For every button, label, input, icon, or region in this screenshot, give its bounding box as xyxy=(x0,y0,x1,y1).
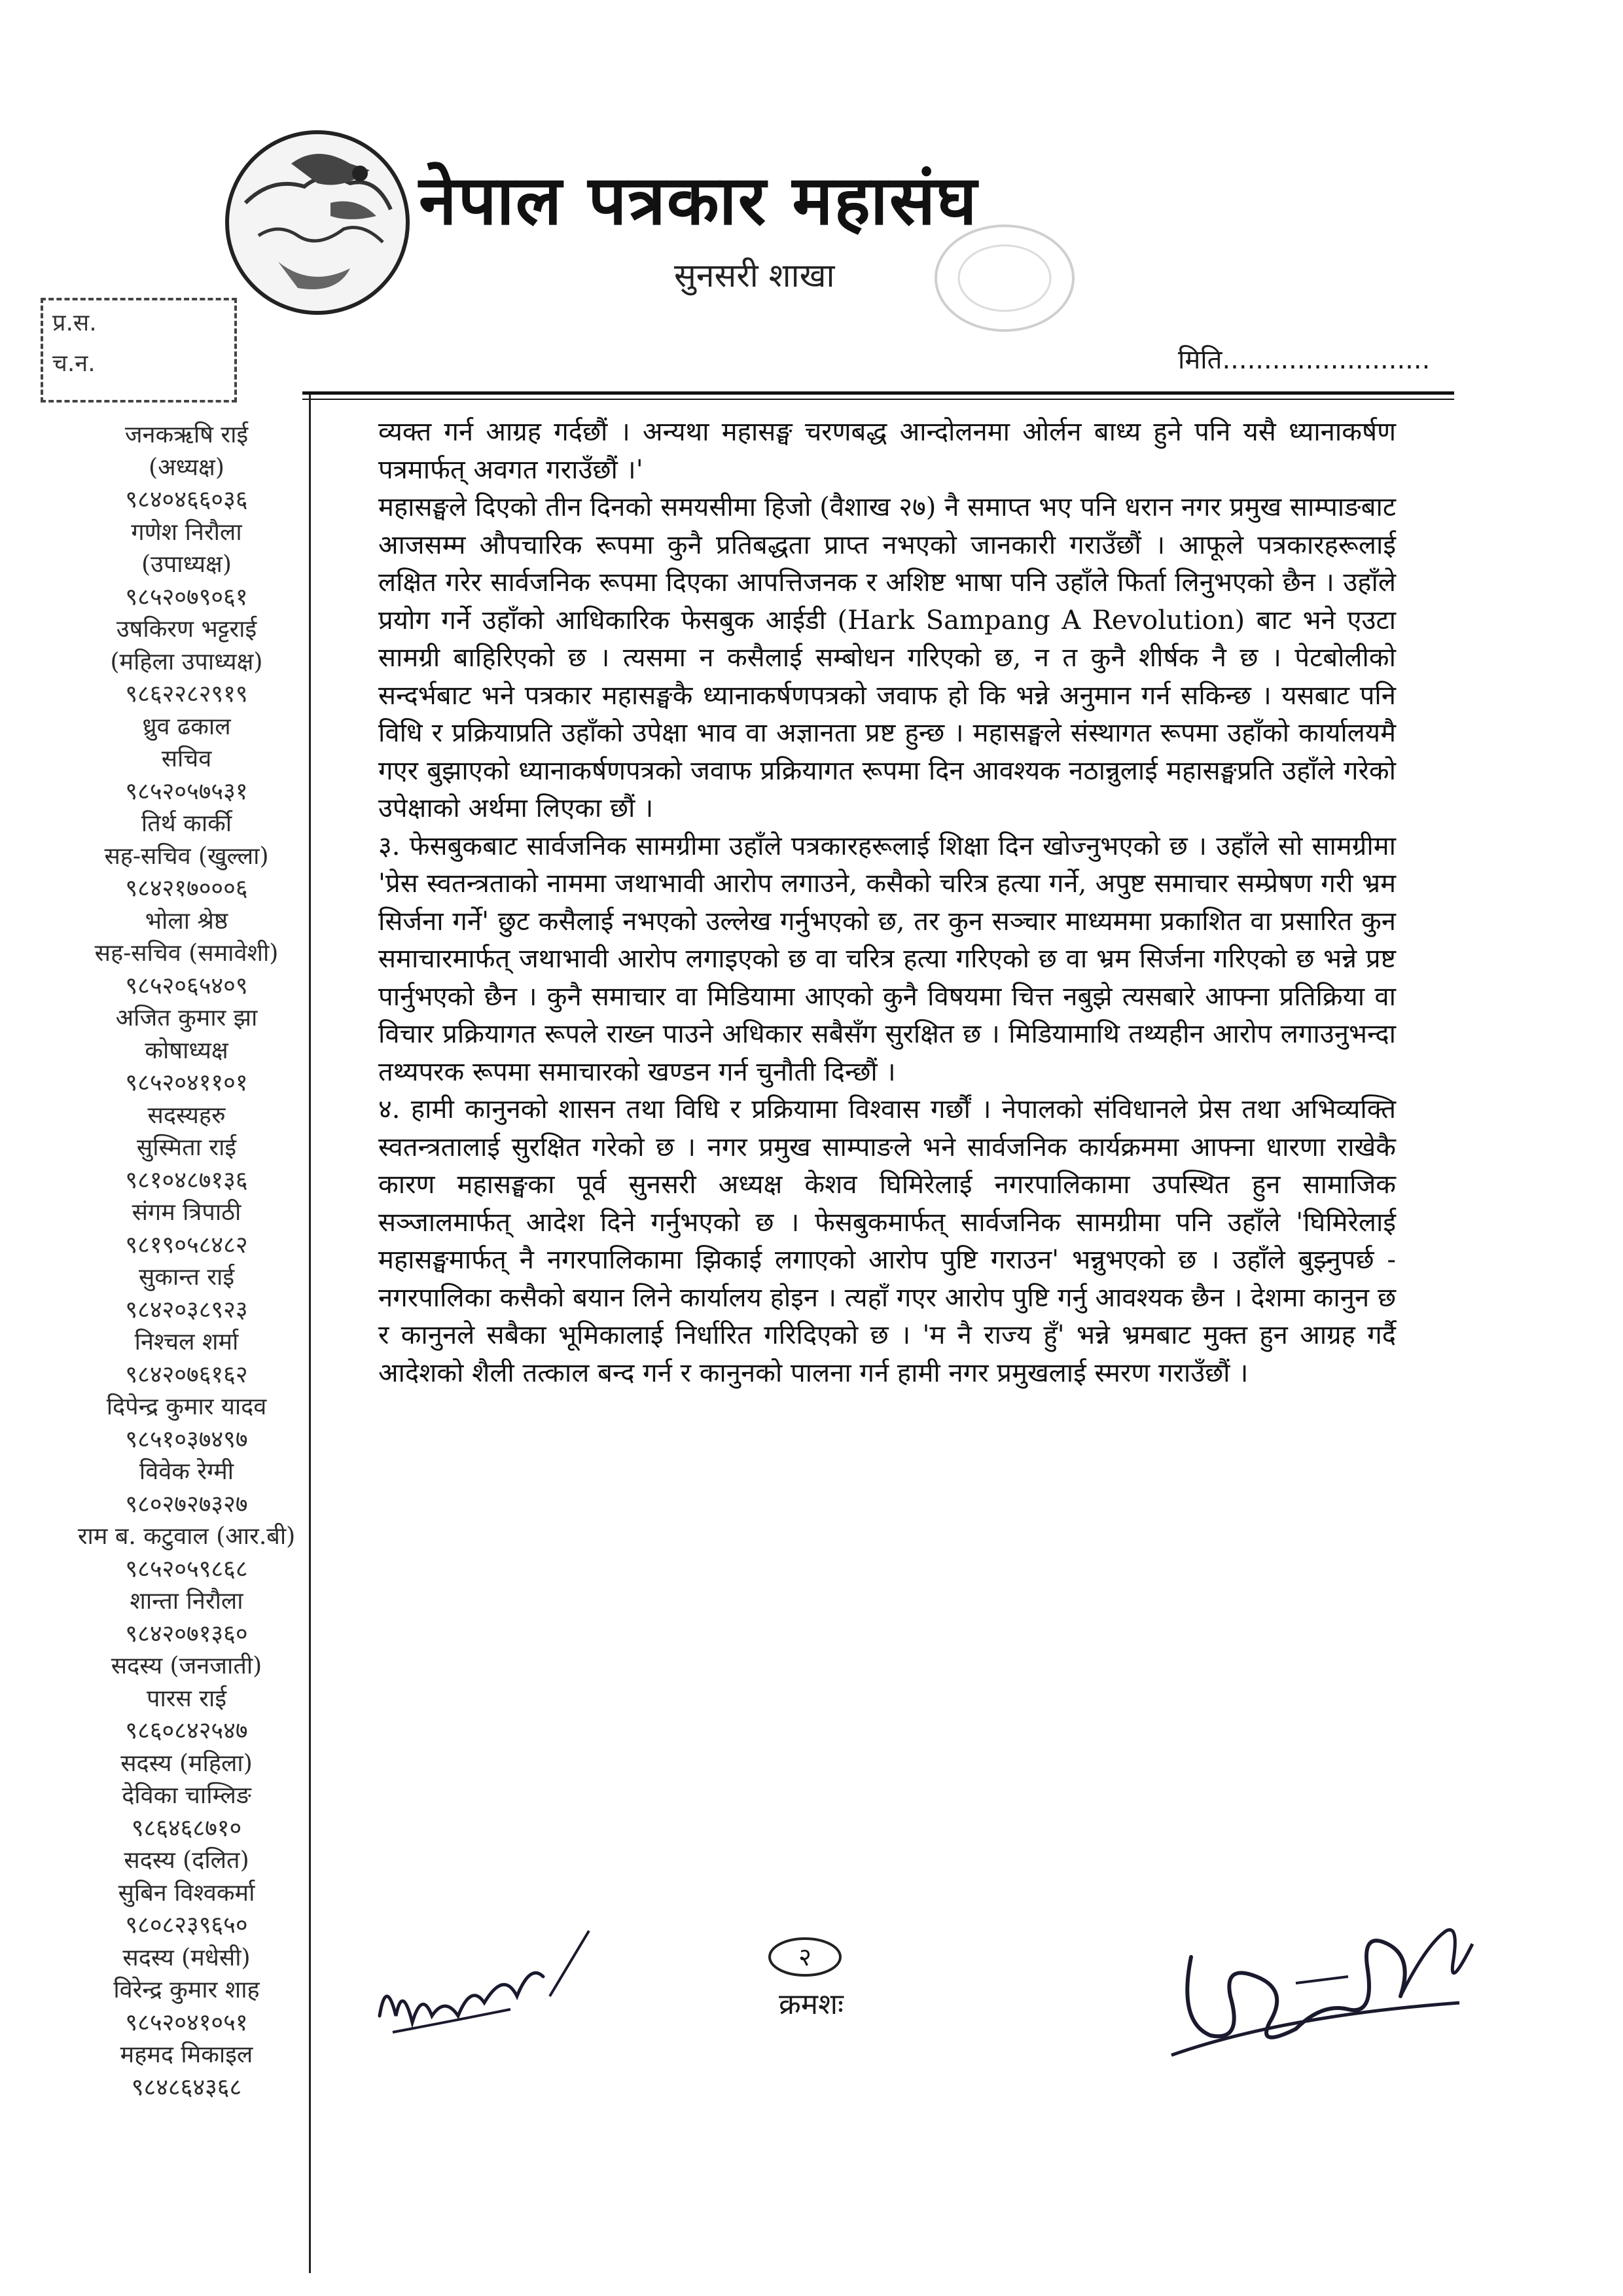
branch-subtitle: सुनसरी शाखा xyxy=(674,257,835,295)
committee-entry: ध्रुव ढकाल xyxy=(142,713,231,740)
committee-entry: सदस्य (दलित) xyxy=(124,1847,249,1874)
committee-entry: सुकान्त राई xyxy=(138,1264,235,1291)
committee-entry: ९८४२०७१३६० xyxy=(125,1620,248,1647)
signature-right xyxy=(1152,1905,1492,2081)
committee-entry: ९८४०४६६०३६ xyxy=(125,486,248,513)
committee-entry: ९८०२७२७३२७ xyxy=(125,1490,248,1518)
committee-entry: निश्चल शर्मा xyxy=(134,1329,239,1355)
committee-entry: (उपाध्यक्ष) xyxy=(141,551,232,578)
faint-stamp xyxy=(929,216,1080,340)
committee-entry: सदस्य (मधेसी) xyxy=(122,1944,251,1971)
committee-entry: कोषाध्यक्ष xyxy=(145,1037,228,1064)
page-number: २ xyxy=(798,1943,812,1971)
committee-entry: शान्ता निरौला xyxy=(130,1588,243,1615)
committee-entry: ९८५१०३७४९७ xyxy=(125,1426,248,1453)
paragraph-point-4: ४. हामी कानुनको शासन तथा विधि र प्रक्रियामा विश्वास गर्छौं । नेपालको संविधानले प्रेस तथा अभिव्यक्ति स्वतन्त्रतालाई सुरक्षित गरेको छ । नगर प्रमुख साम्पाङले भने सार्वजनिक कार्यक्रममा आफ्ना धारणा राखेकै कारण महासङ्घका पूर्व सुनसरी अध्यक्ष केशव घिमिरेलाई नगरपालिकामा उपस्थित हुन सामाजिक सञ्जालमार्फत् आदेश दिने गर्नुभएको छ । फेसबुकमार्फत् सार्वजनिक सामग्रीमा पनि उहाँले 'घिमिरेलाई महासङ्घमार्फत् नै नगरपालिकामा झिकाई लगाएको आरोप पुष्टि गराउन' भन्नुभएको छ । उहाँले बुझ्नुपर्छ - नगरपालिका कसैको बयान लिने कार्यालय होइन । त्यहाँ गएर आरोप पुष्टि गर्नु आवश्यक छैन । देशमा कानुन छ र कानुनले सबैका भूमिकालाई निर्धारित गरिदिएको छ । 'म नै राज्य हुँ' भन्ने भ्रमबाट मुक्त हुन आग्रह गर्दै आदेशको शैली तत्काल बन्द गर्न र कानुनको पालना गर्न हामी नगर प्रमुखलाई स्मरण गराउँछौं । xyxy=(378,1094,1396,1388)
committee-sidebar xyxy=(72,419,301,2104)
paragraph-point-3: ३. फेसबुकबाट सार्वजनिक सामग्रीमा उहाँले पत्रकारहरूलाई शिक्षा दिन खोज्नुभएको छ । उहाँले सो सामग्रीमा 'प्रेस स्वतन्त्रताको नाममा जथाभावी आरोप लगाउने, कसैको चरित्र हत्या गर्ने, अपुष्ट समाचार सम्प्रेषण गरी भ्रम सिर्जना गर्ने' छुट कसैलाई नभएको उल्लेख गर्नुभएको छ, तर कुन सञ्चार माध्यममा प्रकाशित वा प्रसारित कुन समाचारमार्फत् जथाभावी आरोप लगाइएको छ वा चरित्र हत्या गरिएको छ वा भ्रम सिर्जना गरिएको छ भन्ने प्रष्ट पार्नुभएको छैन । कुनै समाचार वा मिडियामा आएको कुनै विषयमा चित्त नबुझे त्यसबारे आफ्ना प्रतिक्रिया वा विचार प्रक्रियागत रूपले राख्न पाउने अधिकार सबैसँग सुरक्षित छ । मिडियामाथि तथ्यहीन आरोप लगाउनुभन्दा तथ्यपरक रूपमा समाचारको खण्डन गर्न चुनौती दिन्छौं । xyxy=(378,831,1396,1087)
reg-label-ps: प्र.स. xyxy=(52,310,97,336)
paragraph-deadline: महासङ्घले दिएको तीन दिनको समयसीमा हिजो (वैशाख २७) नै समाप्त भए पनि धरान नगर प्रमुख साम्पाङबाट आजसम्म औपचारिक रूपमा कुनै प्रतिबद्धता प्राप्त नभएको जानकारी गराउँछौं । आफूले पत्रकारहरूलाई लक्षित गरेर सार्वजनिक रूपमा दिएका आपत्तिजनक र अशिष्ट भाषा पनि उहाँले फिर्ता लिनुभएको छैन । उहाँले प्रयोग गर्ने उहाँको आधिकारिक फेसबुक आईडी (Hark Sampang A Revolution) बाट भने एउटा सामग्री बाहिरिएको छ । त्यसमा न कसैलाई सम्बोधन गरिएको छ, न त कुनै शीर्षक नै छ । पेटबोलीको सन्दर्भबाट भने पत्रकार महासङ्घकै ध्यानाकर्षणपत्रको जवाफ हो कि भन्ने अनुमान गर्न सकिन्छ । यसबाट पनि विधि र प्रक्रियाप्रति उहाँको उपेक्षा भाव वा अज्ञानता प्रष्ट हुन्छ । महासङ्घले संस्थागत रूपमा उहाँको कार्यालयमै गएर बुझाएको ध्यानाकर्षणपत्रको जवाफ प्रक्रियागत रूपमा दिन आवश्यक नठान्नुलाई महासङ्घप्रति उहाँले गरेको उपेक्षाको अर्थमा लिएका छौं । xyxy=(378,492,1396,823)
committee-entry: ९८४२०३८९२३ xyxy=(125,1296,248,1323)
committee-entry: ९८५२०४१०५१ xyxy=(125,2009,248,2036)
committee-entry: सह-सचिव (खुल्ला) xyxy=(104,842,269,870)
committee-entry: अजित कुमार झा xyxy=(115,1005,258,1031)
committee-entry: सदस्य (जनजाती) xyxy=(111,1653,262,1679)
committee-entry: ९८५२०५७५३१ xyxy=(125,778,248,805)
sidebar-divider xyxy=(309,395,311,2273)
committee-entry: ९८५२०६५४०९ xyxy=(125,972,248,999)
committee-entry: जनकऋषि राई xyxy=(124,422,249,448)
header-rule-thick xyxy=(302,391,1454,395)
signature-left xyxy=(366,1918,602,2068)
committee-entry: (महिला उपाध्यक्ष) xyxy=(110,648,263,675)
committee-entry: ९८४२१७०००६ xyxy=(125,875,248,902)
committee-entry: ९८६४६८७१० xyxy=(131,1814,242,1842)
committee-entry: ९८१९०५८४८२ xyxy=(125,1231,248,1259)
continued-marker: क्रमशः xyxy=(779,1988,844,2021)
committee-entry: (अध्यक्ष) xyxy=(149,454,224,481)
letter-body xyxy=(378,414,1396,1392)
paragraph-continuation: व्यक्त गर्न आग्रह गर्दछौं । अन्यथा महासङ्घ चरणबद्ध आन्दोलनमा ओर्लन बाध्य हुने पनि यसै ध्यानाकर्षण पत्रमार्फत् अवगत गराउँछौं ।' xyxy=(378,417,1396,485)
committee-entry: विरेन्द्र कुमार शाह xyxy=(113,1977,260,2003)
committee-entry: ९८६०८४२५४७ xyxy=(125,1717,248,1744)
committee-entry: विवेक रेग्मी xyxy=(139,1458,234,1485)
committee-entry: सदस्यहरु xyxy=(147,1102,226,1129)
committee-entry: ९८५२०५९८६८ xyxy=(125,1555,248,1583)
committee-entry: पारस राई xyxy=(147,1685,226,1712)
organization-title: नेपाल पत्रकार महासंघ xyxy=(419,160,978,240)
header-rule-thin xyxy=(302,399,1454,400)
committee-entry: उषकिरण भट्टराई xyxy=(116,616,257,643)
committee-entry: सह-सचिव (समावेशी) xyxy=(94,940,279,967)
reg-label-cn: च.न. xyxy=(52,350,96,377)
page-number-circle xyxy=(766,1934,844,1980)
registration-box xyxy=(41,298,237,403)
committee-entry: ९८६२२८२९१९ xyxy=(125,681,248,708)
committee-entry: भोला श्रेष्ठ xyxy=(145,907,228,935)
committee-entry: ९८५२०७९०६१ xyxy=(125,583,248,611)
committee-entry: महमद मिकाइल xyxy=(120,2041,253,2068)
committee-entry: सदस्य (महिला) xyxy=(120,1749,253,1777)
date-field: मिति......................... xyxy=(1178,345,1431,375)
globe-dove-logo xyxy=(219,124,416,321)
committee-entry: सुबिन विश्वकर्मा xyxy=(118,1879,255,1907)
committee-entry: तिर्थ कार्की xyxy=(141,810,232,837)
committee-entry: ९८४२०७६१६२ xyxy=(125,1361,248,1388)
committee-entry: ९८१०४८७१३६ xyxy=(125,1166,248,1194)
committee-entry: ९८०८२३९६५० xyxy=(125,1912,248,1939)
committee-entry: गणेश निरौला xyxy=(131,518,242,546)
committee-entry: संगम त्रिपाठी xyxy=(132,1199,241,1226)
committee-entry: देविका चाम्लिङ xyxy=(122,1782,251,1809)
committee-entry: सुस्मिता राई xyxy=(136,1134,237,1161)
committee-entry: सचिव xyxy=(161,745,212,772)
committee-entry: ९८४८६४३६८ xyxy=(131,2073,242,2101)
committee-entry: दिपेन्द्र कुमार यादव xyxy=(106,1393,267,1420)
committee-entry: राम ब. कटुवाल (आर.बी) xyxy=(77,1523,296,1550)
committee-entry: ९८५२०४११०१ xyxy=(125,1069,248,1096)
